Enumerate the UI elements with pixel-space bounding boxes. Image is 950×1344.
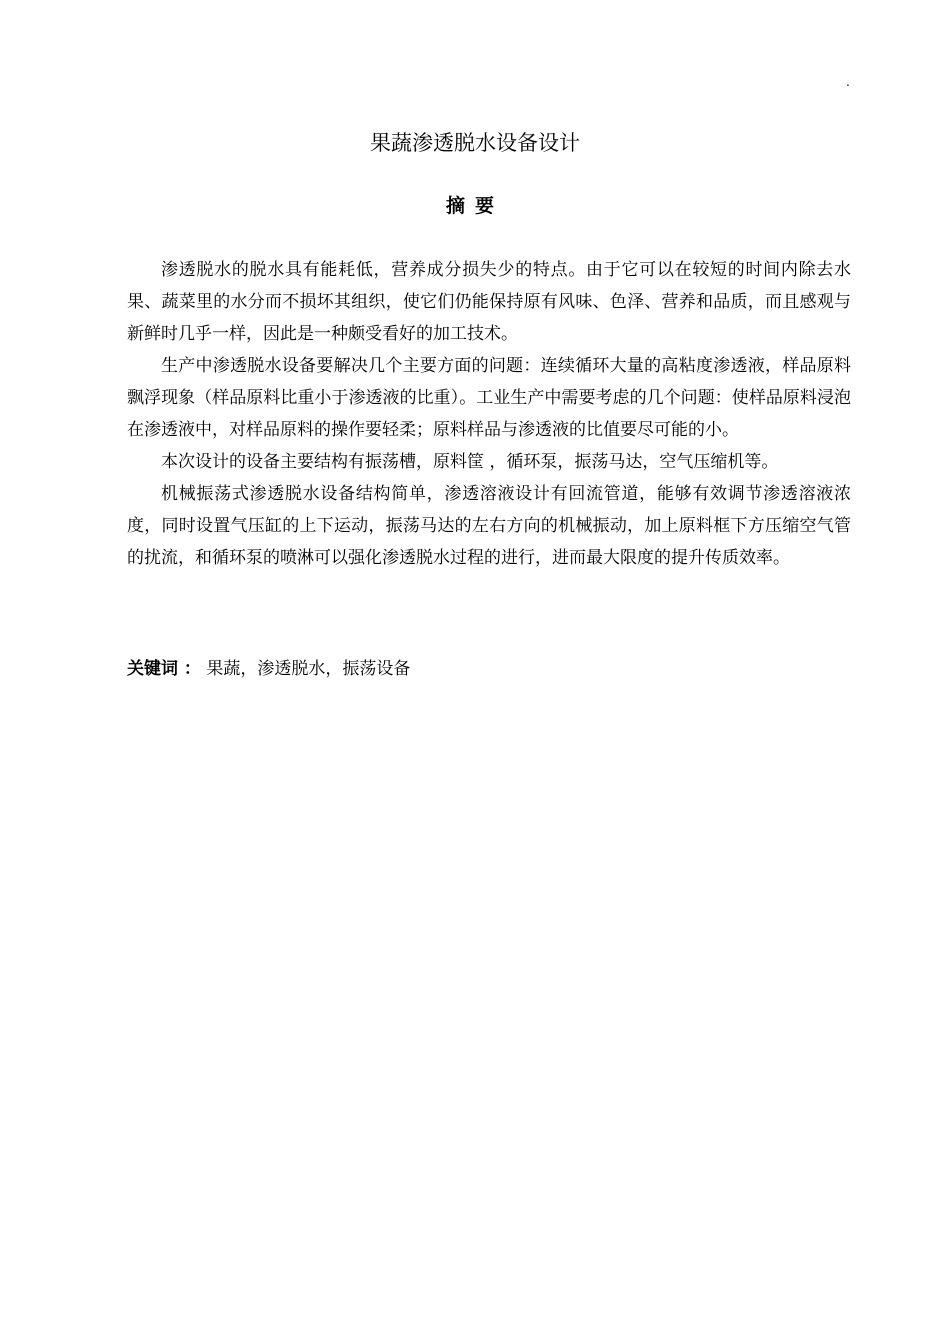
document-title: 果蔬渗透脱水设备设计 — [370, 131, 580, 155]
abstract-paragraph-1: 渗透脱水的脱水具有能耗低，营养成分损失少的特点。由于它可以在较短的时间内除去水果、蔬菜里的水分而不损坏其组织，使它们仍能保持原有风味、色泽、营养和品质，而且感观与新鲜时几乎一样，因此是一种颇受看好的加工技术。 — [127, 260, 851, 344]
abstract-heading: 摘要 — [445, 195, 504, 217]
abstract-body — [127, 254, 851, 574]
abstract-paragraph-4: 机械振荡式渗透脱水设备结构简单，渗透溶液设计有回流管道，能够有效调节渗透溶液浓度，同时设置气压缸的上下运动，振荡马达的左右方向的机械振动，加上原料框下方压缩空气管的扰流，和循环泵的喷淋可以强化渗透脱水过程的进行，进而最大限度的提升传质效率。 — [127, 484, 851, 568]
keywords-line — [127, 654, 851, 684]
abstract-paragraph-2: 生产中渗透脱水设备要解决几个主要方面的问题：连续循环大量的高粘度渗透液，样品原料飘浮现象（样品原料比重小于渗透液的比重）。工业生产中需要考虑的几个问题：使样品原料浸泡在渗透液中，对样品原料的操作要轻柔；原料样品与渗透液的比值要尽可能的小。 — [127, 356, 851, 440]
keywords-label: 关键词 ： — [127, 659, 201, 679]
keywords-value: 果蔬，渗透脱水，振荡设备 — [206, 659, 411, 679]
abstract-paragraph-3: 本次设计的设备主要结构有振荡槽，原料筐 ，循环泵，振荡马达，空气压缩机等。 — [161, 452, 779, 472]
corner-dot-mark: . — [846, 75, 850, 89]
